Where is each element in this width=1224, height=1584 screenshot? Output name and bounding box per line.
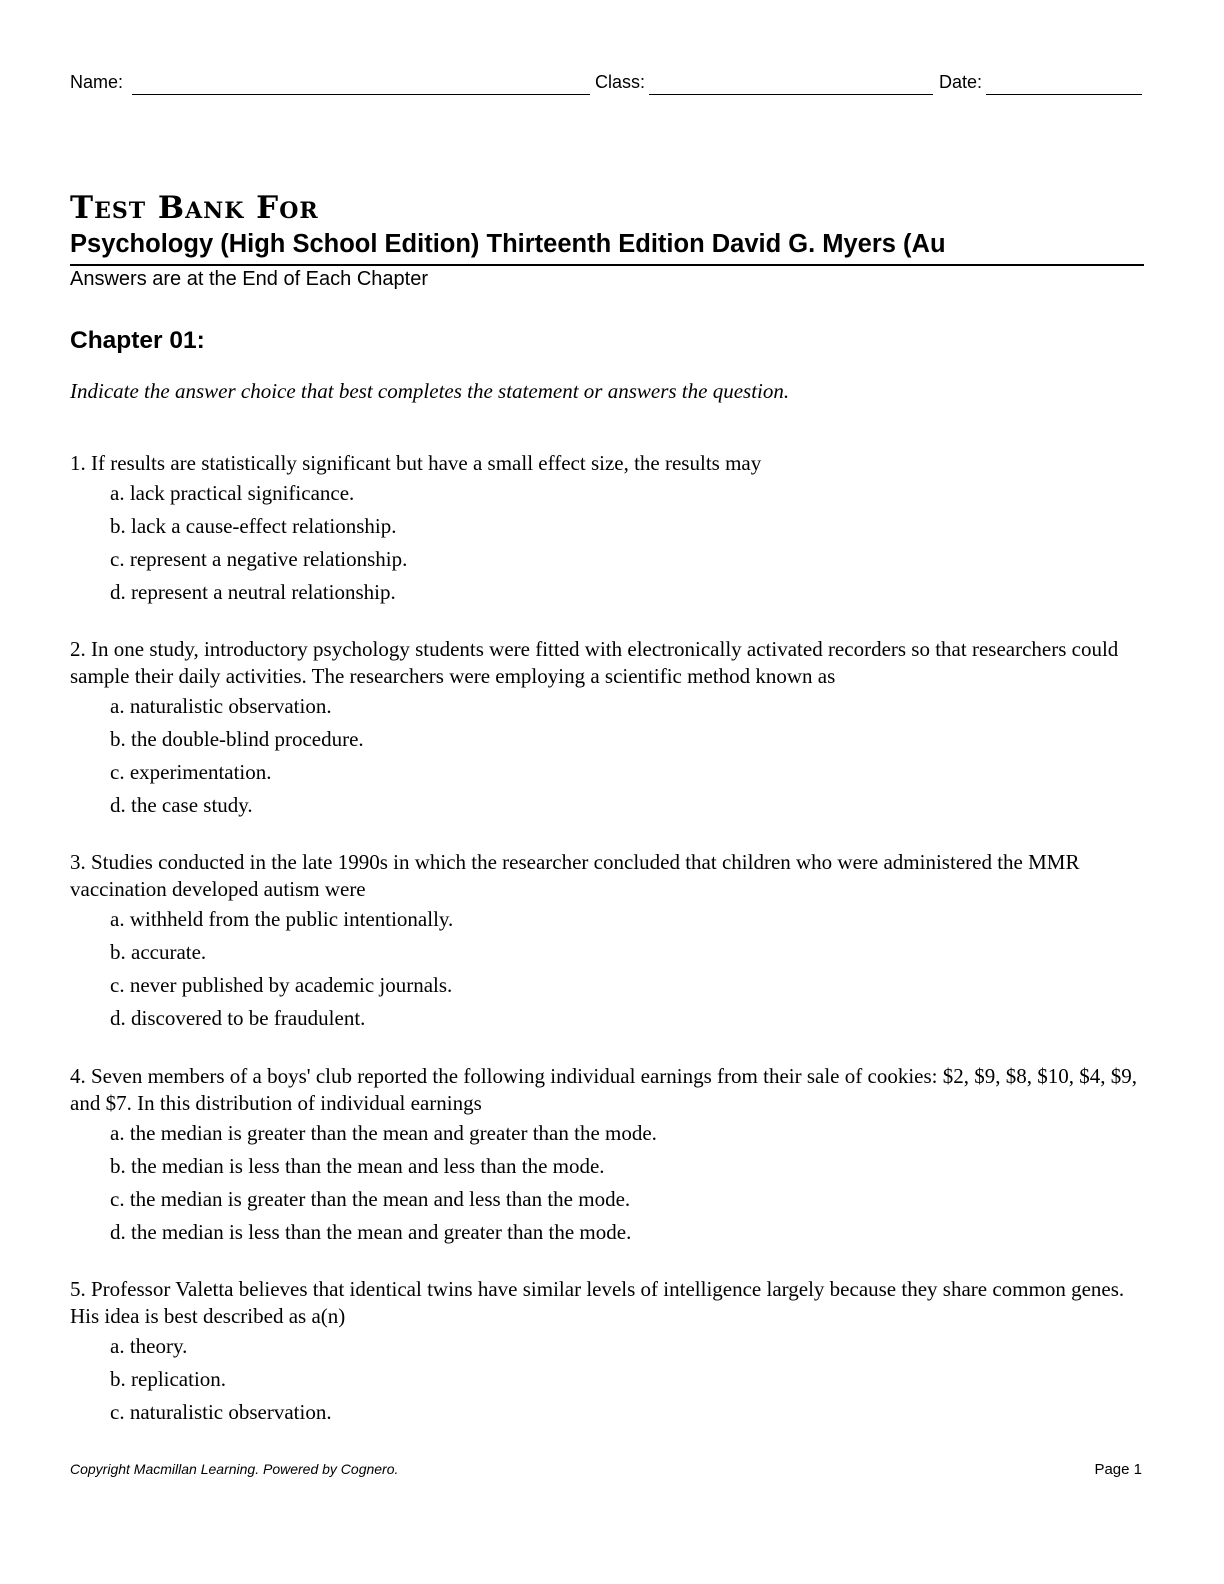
test-bank-title: Test Bank For (70, 190, 319, 226)
date-field[interactable] (986, 94, 1142, 95)
answer-option-b[interactable]: b. replication. (110, 1367, 227, 1391)
answer-option-a[interactable]: a. lack practical significance. (110, 481, 355, 505)
question-3 (70, 849, 1145, 1035)
name-label: Name: (70, 72, 124, 92)
question-5 (70, 1276, 1145, 1429)
answer-option-c[interactable]: c. experimentation. (110, 760, 272, 784)
answer-option-c[interactable]: c. represent a negative relationship. (110, 547, 408, 571)
question-1 (70, 450, 1145, 609)
answer-option-c[interactable]: c. the median is greater than the mean and less than the mode. (110, 1187, 631, 1211)
question-2 (70, 636, 1145, 822)
answer-option-a[interactable]: a. withheld from the public intentionally. (110, 907, 454, 931)
answer-option-b[interactable]: b. lack a cause-effect relationship. (110, 514, 397, 538)
chapter-title: Chapter 01: (70, 327, 205, 354)
answer-option-a[interactable]: a. theory. (110, 1334, 188, 1358)
name-field[interactable] (132, 94, 590, 95)
question-stem: 4. Seven members of a boys' club reported the following individual earnings from their sale of cookies: $2, $9, $8, $10, $4, $9, and $7. In this distribution of individual earnings (70, 1064, 1137, 1115)
question-4 (70, 1063, 1145, 1249)
answer-option-d[interactable]: d. the case study. (110, 793, 253, 817)
question-stem: 1. If results are statistically significant but have a small effect size, the results may (70, 451, 762, 475)
answer-option-a[interactable]: a. naturalistic observation. (110, 694, 332, 718)
answer-option-c[interactable]: c. never published by academic journals. (110, 973, 453, 997)
footer-copyright: Copyright Macmillan Learning. Powered by Cognero. (70, 1461, 399, 1477)
book-title: Psychology (High School Edition) Thirteenth Edition David G. Myers (Au (70, 230, 946, 258)
answer-option-d[interactable]: d. represent a neutral relationship. (110, 580, 396, 604)
answer-option-d[interactable]: d. the median is less than the mean and greater than the mode. (110, 1220, 632, 1244)
title-divider (70, 264, 1144, 266)
instructions: Indicate the answer choice that best completes the statement or answers the question. (70, 379, 790, 403)
page-number: Page 1 (1094, 1461, 1142, 1478)
answer-option-b[interactable]: b. accurate. (110, 940, 207, 964)
answers-note: Answers are at the End of Each Chapter (70, 268, 428, 290)
answer-option-b[interactable]: b. the median is less than the mean and less than the mode. (110, 1154, 605, 1178)
class-field[interactable] (649, 94, 933, 95)
student-info-header (70, 72, 1142, 96)
answer-option-c[interactable]: c. naturalistic observation. (110, 1400, 332, 1424)
date-label: Date: (939, 72, 983, 92)
question-stem: 5. Professor Valetta believes that identical twins have similar levels of intelligence largely because they share common genes. His idea is best described as a(n) (70, 1277, 1125, 1328)
question-stem: 3. Studies conducted in the late 1990s in which the researcher concluded that children who were administered the MMR vaccination developed autism were (70, 850, 1080, 901)
class-label: Class: (595, 72, 646, 92)
answer-option-a[interactable]: a. the median is greater than the mean and greater than the mode. (110, 1121, 657, 1145)
question-stem: 2. In one study, introductory psychology students were fitted with electronically activated recorders so that researchers could sample their daily activities. The researchers were employing a scientific method known as (70, 637, 1119, 688)
answer-option-d[interactable]: d. discovered to be fraudulent. (110, 1006, 366, 1030)
answer-option-b[interactable]: b. the double-blind procedure. (110, 727, 364, 751)
